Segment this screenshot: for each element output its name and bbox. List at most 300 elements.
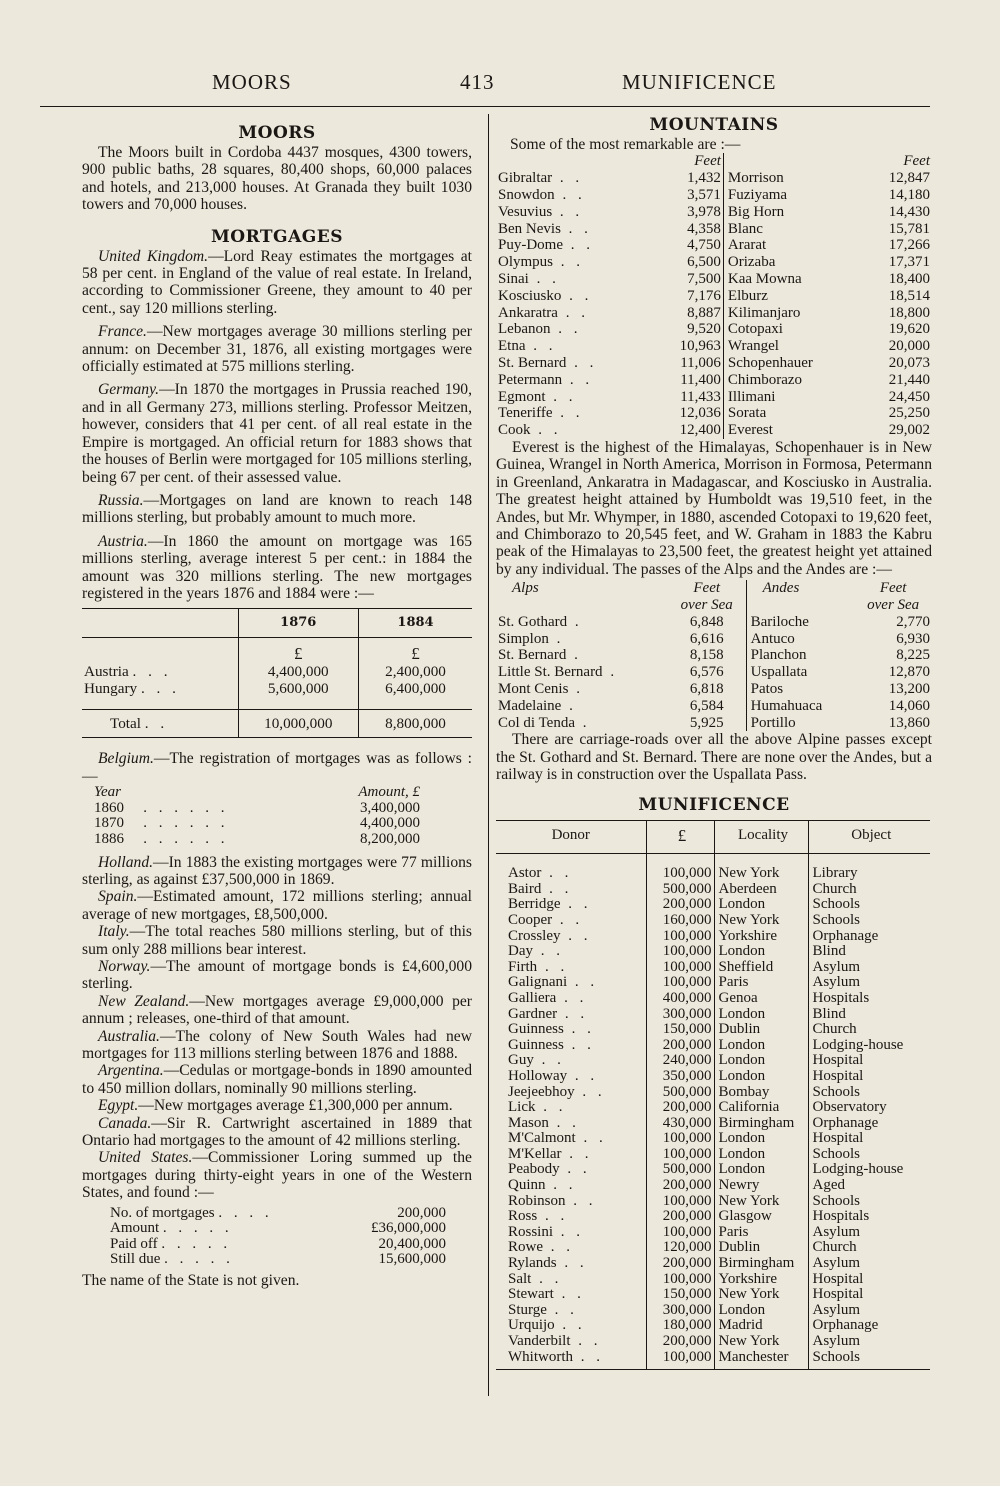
object-cell: Church	[808, 882, 930, 898]
name-cell: Col di Tenda .	[498, 714, 591, 731]
table-row	[496, 1038, 930, 1054]
col-1876: 1876	[238, 609, 359, 638]
name-cell: Day . .	[508, 943, 564, 960]
table-row: Amount . . . . . £36,000,000	[110, 1220, 446, 1237]
name-cell: Urquijo . .	[508, 1317, 586, 1334]
amount-cell: 200,000	[646, 1038, 714, 1054]
moors-text: The Moors built in Cordoba 4437 mosques, 4300 towers, 900 public baths, 28 squares, 80,400 shops, 60,000 palaces and hotels, and 213,000 houses. At Granada they built 1030 towers and 70,000 houses.	[82, 144, 472, 214]
col-1884: 1884	[359, 609, 472, 638]
name-cell: M'Kellar . .	[508, 1145, 593, 1162]
name-cell: Little St. Bernard .	[498, 664, 619, 681]
page-number: 413	[460, 70, 495, 94]
name-cell: Galignani . .	[508, 974, 599, 991]
canada-paragraph: Canada.—Sir R. Cartwright ascertained in 1889 that Ontario had mortgages to the amount of 42 millions sterling.	[82, 1114, 472, 1149]
height-cell: 20,000	[888, 338, 930, 355]
name-cell: Mason . .	[508, 1114, 580, 1131]
name-cell: Guinness . .	[508, 1036, 595, 1053]
running-head-left: MOORS	[212, 70, 292, 94]
name-cell: St. Bernard .	[498, 647, 582, 664]
table-row: 1870 . . . . . . 4,400,000	[94, 815, 420, 832]
table-row	[496, 913, 930, 929]
amount-cell: 160,000	[646, 913, 714, 929]
andes-header: Andes	[762, 580, 800, 597]
table-row	[496, 237, 932, 254]
height-cell: 20,073	[888, 354, 930, 371]
object-cell: Library	[808, 854, 930, 882]
norway-paragraph: Norway.—The amount of mortgage bonds is £4,600,000 sterling.	[82, 957, 472, 993]
height-cell: 6,848	[689, 613, 724, 630]
locality-cell: London	[714, 944, 808, 960]
name-cell: Guinness . .	[508, 1021, 595, 1038]
locality-cell: Paris	[714, 1225, 808, 1241]
holland-paragraph: Holland.—In 1883 the existing mortgages were 77 millions sterling, as against £37,500,000 in 1869.	[82, 853, 472, 888]
name-cell: Humahuaca	[746, 698, 854, 715]
name-cell: Olympus . .	[498, 254, 585, 271]
table-row	[496, 422, 932, 439]
object-cell: Orphanage	[808, 1116, 930, 1132]
object-cell: Asylum	[808, 1225, 930, 1241]
uk-paragraph: United Kingdom.—Lord Reay estimates the mortgages at 58 per cent. in England of the value of real estate. In Ireland, according to Commissioner Greene, they amount to 40 per cent., say 120 millions sterling.	[82, 247, 472, 317]
amount-cell: 150,000	[646, 1287, 714, 1303]
mountains-intro: Some of the most remarkable are :—	[510, 136, 741, 153]
height-cell: 19,620	[888, 321, 930, 338]
name-cell: Wrangel	[723, 338, 863, 355]
table-row	[496, 681, 932, 698]
alps-header: Alps	[512, 580, 539, 597]
amount-cell: 240,000	[646, 1053, 714, 1069]
table-row	[496, 882, 930, 898]
table-row	[496, 1194, 930, 1210]
name-cell: Antuco	[746, 631, 854, 648]
locality-cell: London	[714, 1162, 808, 1178]
locality-cell: London	[714, 1303, 808, 1319]
name-cell: Ararat	[723, 237, 863, 254]
name-cell: Salt . .	[508, 1270, 563, 1287]
name-cell: Elburz	[723, 288, 863, 305]
locality-cell: New York	[714, 854, 808, 882]
name-cell: Orizaba	[723, 254, 863, 271]
table-row	[496, 1256, 930, 1272]
table-row: No. of mortgages . . . . 200,000	[110, 1204, 446, 1221]
name-cell: Uspallata	[746, 664, 854, 681]
table-row	[496, 187, 932, 204]
name-cell: Morrison	[723, 170, 863, 187]
name-cell: Fuziyama	[723, 187, 863, 204]
object-cell: Lodging-house	[808, 1038, 930, 1054]
locality-cell: Dublin	[714, 1022, 808, 1038]
table-row	[496, 631, 932, 648]
object-cell: Schools	[808, 1085, 930, 1101]
name-cell: Chimborazo	[723, 372, 863, 389]
table-row	[496, 1131, 930, 1147]
united-states-paragraph: United States.—Commissioner Loring summed up the mortgages during thirty-eight years in one of the Western States, and found :—	[82, 1149, 472, 1202]
table-row	[496, 1209, 930, 1225]
height-cell: 1,432	[687, 170, 721, 187]
name-cell: Cook . .	[498, 422, 562, 439]
height-cell: 3,978	[687, 203, 721, 220]
height-cell: 7,176	[687, 287, 721, 304]
amount-cell: 300,000	[646, 1007, 714, 1023]
amount-cell: 180,000	[646, 1318, 714, 1334]
name-cell: Vesuvius . .	[498, 203, 584, 220]
name-cell: Mont Cenis .	[498, 680, 584, 697]
table-row	[496, 1225, 930, 1241]
object-cell: Hospitals	[808, 1209, 930, 1225]
height-cell: 18,400	[888, 270, 930, 287]
table-row	[496, 647, 932, 664]
munificence-heading: MUNIFICENCE	[638, 794, 790, 815]
name-cell: Sorata	[723, 405, 863, 422]
name-cell: Blanc	[723, 221, 863, 238]
table-row	[496, 975, 930, 991]
table-row: Still due . . . . . 15,600,000	[110, 1251, 446, 1268]
name-cell: Etna . .	[498, 338, 557, 355]
table-row	[496, 355, 932, 372]
object-header: Object	[808, 820, 930, 854]
amount-cell: 100,000	[646, 1272, 714, 1288]
amount-cell: 100,000	[646, 1194, 714, 1210]
object-cell: Orphanage	[808, 929, 930, 945]
locality-cell: London	[714, 1147, 808, 1163]
austria-hungary-table	[82, 608, 472, 738]
column-divider	[488, 114, 489, 1396]
germany-paragraph: Germany.—In 1870 the mortgages in Prussia reached 190, and in all Germany 273, millions sterling. Professor Meitzen, however, considers that 41 per cent. of all real estate in the Empire is mortgaged. An official return for 1883 shows that the houses of Berlin were mortgaged for 105 millions sterling, being 67 per cent. of their assessed value.	[82, 381, 472, 486]
running-head-right: MUNIFICENCE	[622, 70, 777, 94]
table-row	[496, 614, 932, 631]
height-cell: 13,200	[888, 680, 930, 697]
locality-header: Locality	[714, 820, 808, 854]
table-row: Paid off . . . . . 20,400,000	[110, 1235, 446, 1252]
table-row	[496, 1116, 930, 1132]
height-cell: 14,180	[888, 187, 930, 203]
height-cell: 6,584	[689, 697, 724, 714]
locality-cell: London	[714, 1053, 808, 1069]
height-cell: 8,887	[687, 304, 721, 321]
table-row	[496, 929, 930, 945]
amount-cell: 400,000	[646, 991, 714, 1007]
height-cell: 7,500	[687, 270, 721, 287]
unit-label: £	[238, 637, 359, 662]
table-row	[496, 321, 932, 338]
height-cell: 17,266	[888, 237, 930, 254]
right-column	[496, 115, 932, 1370]
name-cell: Kosciusko . .	[498, 287, 593, 304]
name-cell: Guy . .	[508, 1052, 565, 1069]
name-cell: Quinn . .	[508, 1177, 577, 1194]
name-cell: Planchon	[746, 647, 854, 664]
name-cell: Big Horn	[723, 204, 863, 221]
name-cell: Teneriffe . .	[498, 405, 584, 422]
amount-cell: 120,000	[646, 1240, 714, 1256]
height-cell: 15,781	[888, 220, 930, 237]
table-row	[496, 389, 932, 406]
passes-table: Alps Feet Andes Feet over Sea over Sea St. Gothard . 6,848 Bariloche 2,770 Simplon . 6,616 Antuco 6,930 St. Bernard . 8,158 Planchon 8,225 Little St. Bernard . 6,576 Uspallata 12,870 Mont Cenis . 6,818 Patos 13,200 Madelaine . 6,584 Humahuaca 14,060 Col di Tenda . 5,925 Portillo 13,860	[498, 580, 930, 731]
name-cell: St. Bernard . .	[498, 354, 598, 371]
name-cell: Madelaine .	[498, 697, 577, 714]
feet-header: Feet	[694, 153, 721, 170]
name-cell: Kilimanjaro	[723, 305, 863, 322]
table-row	[496, 944, 930, 960]
australia-paragraph: Australia.—The colony of New South Wales had new mortgages for 113 millions sterling between 1876 and 1888.	[82, 1027, 472, 1062]
table-row	[496, 170, 932, 187]
amount-cell: 200,000	[646, 1256, 714, 1272]
object-cell: Church	[808, 1240, 930, 1256]
height-cell: 6,818	[689, 680, 724, 697]
amount-cell: 100,000	[646, 854, 714, 882]
object-cell: Hospital	[808, 1272, 930, 1288]
locality-cell: Madrid	[714, 1318, 808, 1334]
table-row	[496, 1303, 930, 1319]
table-row: 1860 . . . . . . 3,400,000	[94, 799, 420, 816]
height-cell: 24,450	[888, 388, 930, 405]
locality-cell: Dublin	[714, 1240, 808, 1256]
locality-cell: Genoa	[714, 991, 808, 1007]
locality-cell: New York	[714, 1287, 808, 1303]
name-cell: St. Gothard .	[498, 613, 583, 630]
object-cell: Hospital	[808, 1069, 930, 1085]
locality-cell: London	[714, 897, 808, 913]
locality-cell: Paris	[714, 975, 808, 991]
object-cell: Aged	[808, 1178, 930, 1194]
name-cell: Ankaratra . .	[498, 304, 589, 321]
name-cell: Jeejeebhoy . .	[508, 1083, 606, 1100]
table-row	[496, 305, 932, 322]
name-cell: Holloway . .	[508, 1067, 599, 1084]
spain-paragraph: Spain.—Estimated amount, 172 millions sterling; annual average of new mortgages, £8,500,000.	[82, 888, 472, 923]
moors-heading: MOORS	[238, 123, 316, 143]
amount-cell: 200,000	[646, 1334, 714, 1350]
table-row	[496, 991, 930, 1007]
height-cell: 2,770	[896, 613, 930, 630]
name-cell: Whitworth . .	[508, 1348, 604, 1365]
object-cell: Church	[808, 1022, 930, 1038]
name-cell: Berridge . .	[508, 896, 592, 913]
locality-cell: London	[714, 1131, 808, 1147]
amount-cell: 100,000	[646, 975, 714, 991]
object-cell: Schools	[808, 913, 930, 929]
object-cell: Observatory	[808, 1100, 930, 1116]
locality-cell: Glasgow	[714, 1209, 808, 1225]
table-row	[496, 1240, 930, 1256]
name-cell: Bariloche	[746, 614, 854, 631]
table-row	[496, 1272, 930, 1288]
name-cell: Portillo	[746, 715, 854, 732]
height-cell: 12,036	[679, 405, 721, 422]
name-cell: Cooper . .	[508, 911, 584, 928]
amount-cell: 150,000	[646, 1022, 714, 1038]
height-cell: 11,433	[680, 388, 721, 405]
object-cell: Hospital	[808, 1131, 930, 1147]
name-cell: Stewart . .	[508, 1286, 585, 1303]
height-cell: 8,158	[689, 647, 724, 664]
mountains-table	[496, 153, 932, 439]
height-cell: 25,250	[888, 405, 930, 422]
height-cell: 13,860	[888, 714, 930, 731]
argentina-paragraph: Argentina.—Cedulas or mortgage-bonds in 1890 amounted to 450 million dollars, nominally 90 millions sterling.	[82, 1062, 472, 1097]
height-cell: 12,400	[679, 422, 721, 439]
table-row: 1886 . . . . . . 8,200,000	[94, 830, 420, 847]
munificence-table	[496, 820, 930, 1371]
name-cell: Rossini . .	[508, 1223, 585, 1240]
table-row: Hungary . . . 5,600,000 6,400,000	[82, 680, 472, 709]
table-row	[496, 1022, 930, 1038]
locality-cell: Manchester	[714, 1350, 808, 1370]
new-zealand-paragraph: New Zealand.—New mortgages average £9,000,000 per annum ; releases, one-third of that amount.	[82, 992, 472, 1028]
height-cell: 6,616	[689, 630, 724, 647]
us-mortgage-table	[108, 1206, 448, 1268]
amount-cell: 100,000	[646, 1350, 714, 1370]
table-row	[496, 854, 930, 882]
object-cell: Orphanage	[808, 1318, 930, 1334]
amount-cell: 300,000	[646, 1303, 714, 1319]
table-row	[496, 288, 932, 305]
locality-cell: New York	[714, 1334, 808, 1350]
amount-header: £	[646, 820, 714, 854]
amount-cell: 350,000	[646, 1069, 714, 1085]
locality-cell: California	[714, 1100, 808, 1116]
height-cell: 6,576	[689, 664, 724, 681]
height-cell: 5,925	[689, 714, 724, 731]
height-cell: 3,571	[687, 187, 721, 203]
table-row	[496, 254, 932, 271]
unit-label: £	[359, 637, 472, 662]
amount-cell: 200,000	[646, 897, 714, 913]
us-footer: The name of the State is not given.	[82, 1272, 300, 1289]
left-column	[82, 122, 472, 1289]
table-row	[496, 1007, 930, 1023]
name-cell: Everest	[723, 422, 863, 439]
object-cell: Schools	[808, 1194, 930, 1210]
locality-cell: Bombay	[714, 1085, 808, 1101]
height-cell: 14,430	[888, 203, 930, 220]
amount-cell: 100,000	[646, 1147, 714, 1163]
object-cell: Hospital	[808, 1287, 930, 1303]
italy-paragraph: Italy.—The total reaches 580 millions sterling, but of this sum only 288 millions bear interest.	[82, 923, 472, 958]
height-cell: 18,800	[888, 304, 930, 321]
table-row	[496, 1069, 930, 1085]
name-cell: Rylands . .	[508, 1255, 588, 1272]
name-cell: Illimani	[723, 389, 863, 406]
height-cell: 8,225	[896, 647, 930, 664]
name-cell: Peabody . .	[508, 1161, 591, 1178]
name-cell: Lebanon . .	[498, 321, 582, 338]
name-cell: Ben Nevis . .	[498, 220, 592, 237]
table-row	[496, 1334, 930, 1350]
feet-header: Feet	[903, 153, 930, 170]
name-cell: Ross . .	[508, 1208, 569, 1225]
height-cell: 17,371	[888, 254, 930, 271]
table-row	[496, 1318, 930, 1334]
name-cell: Schopenhauer	[723, 355, 863, 372]
table-row	[496, 204, 932, 221]
table-row	[496, 1350, 930, 1370]
amount-cell: 500,000	[646, 1162, 714, 1178]
height-cell: 29,002	[888, 422, 930, 439]
france-paragraph: France.—New mortgages average 30 millions sterling per annum: on December 31, 1876, all existing mortgages were officially estimated at 575 millions sterling.	[82, 323, 472, 376]
object-cell: Blind	[808, 1007, 930, 1023]
name-cell: Gibraltar . .	[498, 170, 584, 187]
name-cell: Sturge . .	[508, 1301, 578, 1318]
passes-text: There are carriage-roads over all the above Alpine passes except the St. Gothard and St. Bernard. There are none over the Andes, but a railway is in construction over the Uspallata Pass.	[496, 731, 932, 784]
amount-cell: 500,000	[646, 882, 714, 898]
object-cell: Hospital	[808, 1053, 930, 1069]
total-row: Total . . 10,000,000 8,800,000	[82, 709, 472, 738]
amount-cell: 200,000	[646, 1209, 714, 1225]
header-rule	[40, 106, 930, 107]
table-row	[496, 1178, 930, 1194]
locality-cell: Aberdeen	[714, 882, 808, 898]
name-cell: Lick . .	[508, 1099, 567, 1116]
height-cell: 10,963	[679, 338, 721, 355]
object-cell: Asylum	[808, 1256, 930, 1272]
amount-cell: 100,000	[646, 929, 714, 945]
object-cell: Schools	[808, 1147, 930, 1163]
name-cell: Firth . .	[508, 958, 569, 975]
height-cell: 14,060	[888, 697, 930, 714]
name-cell: Baird . .	[508, 880, 573, 897]
name-cell: Vanderbilt . .	[508, 1333, 602, 1349]
table-row	[496, 405, 932, 422]
mortgages-heading: MORTGAGES	[210, 226, 344, 247]
name-cell: Patos	[746, 681, 854, 698]
object-cell: Schools	[808, 897, 930, 913]
object-cell: Asylum	[808, 975, 930, 991]
table-row	[496, 664, 932, 681]
table-row	[496, 271, 932, 288]
table-row	[496, 338, 932, 355]
table-row	[496, 1053, 930, 1069]
height-cell: 11,006	[680, 354, 721, 371]
name-cell: M'Calmont . .	[508, 1130, 607, 1147]
height-cell: 21,440	[888, 371, 930, 388]
height-cell: 4,750	[687, 237, 721, 254]
belgium-paragraph: Belgium.—The registration of mortgages was as follows :—	[82, 750, 472, 785]
name-cell: Puy-Dome . .	[498, 237, 594, 254]
donor-header: Donor	[496, 820, 646, 854]
height-cell: 12,847	[888, 170, 930, 187]
object-cell: Asylum	[808, 960, 930, 976]
table-row	[496, 221, 932, 238]
locality-cell: London	[714, 1007, 808, 1023]
table-row	[496, 1100, 930, 1116]
name-cell: Robinson . .	[508, 1192, 597, 1209]
table-row	[496, 897, 930, 913]
austria-paragraph: Austria.—In 1860 the amount on mortgage was 165 millions sterling, average interest 5 per cent.: in 1884 the amount was 320 millions sterling. The new mortgages registered in the years 1876 and 1884 were :—	[82, 532, 472, 602]
object-cell: Lodging-house	[808, 1162, 930, 1178]
table-row	[496, 1287, 930, 1303]
mountains-text: Everest is the highest of the Himalayas, Schopenhauer is in New Guinea, Wrangel in North America, Morrison in Formosa, Petermann in Greenland, Ankaratra in Madagascar, and Kosciusko in Australia. The greatest height attained by Humboldt was 19,510 feet, in the Andes, but Mr. Whymper, in 1880, ascended Cotopaxi to 19,620 feet, and Chimborazo to 20,545 feet, and W. Graham in 1883 the Kabru peak of the Himalayas to 23,500 feet, the greatest height yet attained by any individual. The passes of the Alps and the Andes are :—	[496, 438, 932, 578]
russia-paragraph: Russia.—Mortgages on land are known to reach 148 millions sterling, but probably amount to much more.	[82, 491, 472, 527]
name-cell: Gardner . .	[508, 1005, 589, 1022]
height-cell: 4,358	[687, 220, 721, 237]
object-cell: Schools	[808, 1350, 930, 1370]
amount-cell: 100,000	[646, 1131, 714, 1147]
mountains-heading: MOUNTAINS	[649, 115, 779, 135]
table-row	[496, 1147, 930, 1163]
object-cell: Hospitals	[808, 991, 930, 1007]
table-row	[496, 715, 932, 732]
amount-cell: 200,000	[646, 1100, 714, 1116]
name-cell: Galliera . .	[508, 989, 588, 1006]
name-cell: Simplon .	[498, 630, 565, 647]
locality-cell: Yorkshire	[714, 929, 808, 945]
locality-cell: London	[714, 1038, 808, 1054]
height-cell: 18,514	[888, 287, 930, 304]
name-cell: Rowe . .	[508, 1239, 574, 1256]
amount-cell: 100,000	[646, 960, 714, 976]
name-cell: Kaa Mowna	[723, 271, 863, 288]
locality-cell: Newry	[714, 1178, 808, 1194]
